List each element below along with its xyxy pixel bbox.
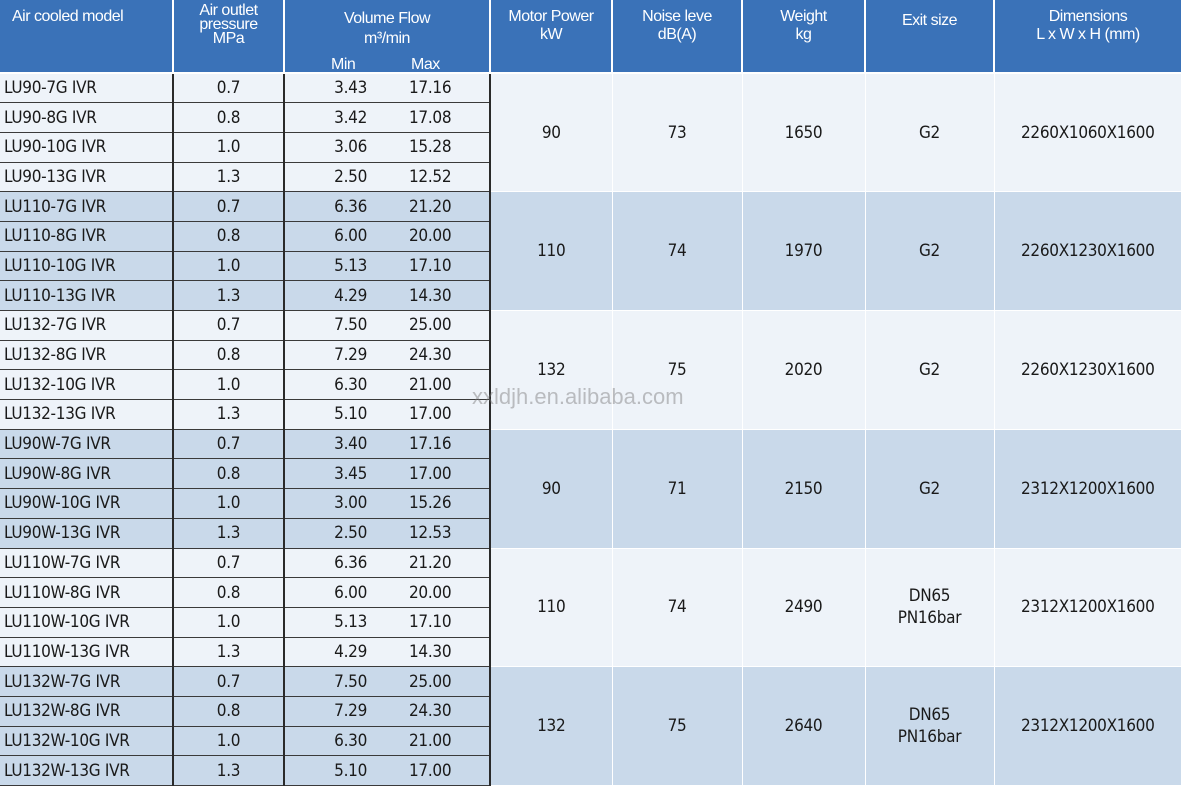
motor-power-cell: 110 (490, 192, 612, 311)
dimensions-cell: 2312X1200X1600 (994, 548, 1181, 667)
weight-cell: 2150 (742, 429, 865, 548)
pressure-cell: 0.8 (173, 340, 284, 370)
flow-min-cell: 3.40 (284, 429, 389, 459)
flow-max-cell: 14.30 (389, 281, 490, 311)
weight-cell: 1650 (742, 73, 865, 192)
motor-power-cell: 90 (490, 429, 612, 548)
flow-min-cell: 6.36 (284, 548, 389, 578)
exit-size-line1: G2 (919, 241, 940, 262)
flow-max-cell: 15.28 (389, 132, 490, 162)
weight-cell: 1970 (742, 192, 865, 311)
dimensions-cell: 2312X1200X1600 (994, 667, 1181, 786)
model-cell: LU132-7G IVR (0, 311, 173, 341)
flow-min-cell: 5.10 (284, 756, 389, 786)
pressure-cell: 1.0 (173, 251, 284, 281)
flow-max-cell: 20.00 (389, 578, 490, 608)
motor-power-cell: 132 (490, 311, 612, 430)
motor-power-cell: 132 (490, 667, 612, 786)
flow-min-cell: 6.00 (284, 221, 389, 251)
pressure-cell: 1.0 (173, 726, 284, 756)
noise-cell: 73 (612, 73, 742, 192)
pressure-cell: 1.0 (173, 132, 284, 162)
model-cell: LU90W-13G IVR (0, 518, 173, 548)
table-row (0, 73, 1181, 103)
model-cell: LU90W-8G IVR (0, 459, 173, 489)
pressure-cell: 1.0 (173, 489, 284, 519)
flow-min-cell: 4.29 (284, 281, 389, 311)
exit-size-line1: DN65 (908, 705, 951, 726)
flow-max-cell: 21.00 (389, 726, 490, 756)
flow-min-cell: 5.10 (284, 400, 389, 430)
motor-power-cell: 90 (490, 73, 612, 192)
model-header: Air cooled model (0, 0, 173, 73)
flow-max-cell: 25.00 (389, 311, 490, 341)
model-cell: LU90-10G IVR (0, 132, 173, 162)
pressure-cell: 0.8 (173, 459, 284, 489)
exit-size-line1: G2 (919, 359, 940, 380)
flow-min-cell: 5.13 (284, 251, 389, 281)
motor-power-cell: 110 (490, 548, 612, 667)
table-row (0, 548, 1181, 578)
flow-min-cell: 6.36 (284, 192, 389, 222)
model-cell: LU110W-10G IVR (0, 607, 173, 637)
noise-cell: 75 (612, 667, 742, 786)
flow-min-cell: 4.29 (284, 637, 389, 667)
flow-min-cell: 3.45 (284, 459, 389, 489)
pressure-cell: 1.3 (173, 400, 284, 430)
exit-size-line2: PN16bar (897, 727, 962, 748)
dimensions-header: Dimensions L x W x H (mm) (994, 0, 1181, 73)
weight-cell: 2640 (742, 667, 865, 786)
pressure-cell: 1.3 (173, 637, 284, 667)
volume-flow-title: Volume Flow (343, 10, 431, 27)
flow-max-cell: 17.00 (389, 459, 490, 489)
flow-max-cell: 12.52 (389, 162, 490, 192)
weight-cell: 2490 (742, 548, 865, 667)
flow-max-cell: 17.00 (389, 400, 490, 430)
volume-flow-unit: m³/min (364, 30, 410, 47)
table-row (0, 429, 1181, 459)
model-cell: LU110W-7G IVR (0, 548, 173, 578)
flow-max-cell: 17.08 (389, 103, 490, 133)
flow-min-cell: 6.30 (284, 726, 389, 756)
exit-size-cell (865, 548, 994, 667)
volume-flow-header (284, 0, 490, 73)
pressure-cell: 0.7 (173, 429, 284, 459)
flow-min-cell: 3.42 (284, 103, 389, 133)
table-row (0, 667, 1181, 697)
exit-size-line1: DN65 (908, 586, 951, 607)
flow-min-cell: 3.43 (284, 73, 389, 103)
flow-min-cell: 6.00 (284, 578, 389, 608)
model-cell: LU132-10G IVR (0, 370, 173, 400)
model-cell: LU132-8G IVR (0, 340, 173, 370)
flow-max-cell: 21.20 (389, 192, 490, 222)
model-cell: LU110W-8G IVR (0, 578, 173, 608)
pressure-header: Air outlet pressure MPa (173, 0, 284, 73)
pressure-cell: 0.7 (173, 192, 284, 222)
pressure-cell: 1.0 (173, 607, 284, 637)
pressure-cell: 1.0 (173, 370, 284, 400)
pressure-cell: 1.3 (173, 518, 284, 548)
flow-max-cell: 17.16 (389, 429, 490, 459)
model-cell: LU90W-10G IVR (0, 489, 173, 519)
exit-size-line2: PN16bar (897, 608, 962, 629)
pressure-cell: 1.3 (173, 756, 284, 786)
flow-min-cell: 7.29 (284, 340, 389, 370)
dimensions-cell: 2260X1230X1600 (994, 192, 1181, 311)
flow-max-cell: 24.30 (389, 696, 490, 726)
noise-cell: 74 (612, 192, 742, 311)
watermark: xxldjh.en.alibaba.com (472, 384, 684, 409)
model-cell: LU132W-7G IVR (0, 667, 173, 697)
exit-size-cell (865, 429, 994, 548)
dimensions-cell: 2260X1060X1600 (994, 73, 1181, 192)
model-cell: LU110-13G IVR (0, 281, 173, 311)
table-row (0, 311, 1181, 341)
flow-max-cell: 12.53 (389, 518, 490, 548)
model-cell: LU90-7G IVR (0, 73, 173, 103)
model-cell: LU90-13G IVR (0, 162, 173, 192)
flow-max-cell: 21.00 (389, 370, 490, 400)
flow-max-header: Max (411, 56, 440, 73)
noise-cell: 75 (612, 311, 742, 430)
exit-size-line1: G2 (919, 122, 940, 143)
flow-max-cell: 17.16 (389, 73, 490, 103)
flow-max-cell: 25.00 (389, 667, 490, 697)
model-cell: LU132W-8G IVR (0, 696, 173, 726)
pressure-cell: 0.8 (173, 578, 284, 608)
flow-min-cell: 2.50 (284, 162, 389, 192)
exit-size-cell (865, 311, 994, 430)
pressure-cell: 0.8 (173, 103, 284, 133)
flow-max-cell: 21.20 (389, 548, 490, 578)
flow-min-cell: 3.00 (284, 489, 389, 519)
model-cell: LU132-13G IVR (0, 400, 173, 430)
exit-size-line1: G2 (919, 478, 940, 499)
exit-size-cell (865, 192, 994, 311)
model-cell: LU132W-13G IVR (0, 756, 173, 786)
flow-min-cell: 2.50 (284, 518, 389, 548)
noise-header: Noise leve dB(A) (612, 0, 742, 73)
flow-min-cell: 6.30 (284, 370, 389, 400)
exit-header: Exit size (865, 0, 994, 73)
flow-max-cell: 15.26 (389, 489, 490, 519)
model-cell: LU110-10G IVR (0, 251, 173, 281)
pressure-cell: 0.7 (173, 311, 284, 341)
flow-min-cell: 5.13 (284, 607, 389, 637)
noise-cell: 71 (612, 429, 742, 548)
flow-max-cell: 14.30 (389, 637, 490, 667)
flow-max-cell: 17.00 (389, 756, 490, 786)
flow-min-cell: 7.50 (284, 311, 389, 341)
header-row (0, 0, 1181, 73)
model-cell: LU90-8G IVR (0, 103, 173, 133)
motor-header: Motor Power kW (490, 0, 612, 73)
weight-header: Weight kg (742, 0, 865, 73)
flow-min-cell: 7.29 (284, 696, 389, 726)
dimensions-cell: 2260X1230X1600 (994, 311, 1181, 430)
pressure-cell: 0.7 (173, 73, 284, 103)
model-cell: LU110W-13G IVR (0, 637, 173, 667)
pressure-cell: 1.3 (173, 281, 284, 311)
flow-min-header: Min (331, 56, 356, 73)
pressure-cell: 1.3 (173, 162, 284, 192)
flow-max-cell: 24.30 (389, 340, 490, 370)
model-cell: LU110-7G IVR (0, 192, 173, 222)
exit-size-cell (865, 667, 994, 786)
pressure-cell: 0.8 (173, 696, 284, 726)
flow-max-cell: 17.10 (389, 251, 490, 281)
noise-cell: 74 (612, 548, 742, 667)
pressure-cell: 0.7 (173, 667, 284, 697)
model-cell: LU110-8G IVR (0, 221, 173, 251)
flow-min-cell: 7.50 (284, 667, 389, 697)
model-cell: LU132W-10G IVR (0, 726, 173, 756)
dimensions-cell: 2312X1200X1600 (994, 429, 1181, 548)
table-row (0, 192, 1181, 222)
flow-max-cell: 20.00 (389, 221, 490, 251)
weight-cell: 2020 (742, 311, 865, 430)
flow-max-cell: 17.10 (389, 607, 490, 637)
model-cell: LU90W-7G IVR (0, 429, 173, 459)
pressure-cell: 0.7 (173, 548, 284, 578)
flow-min-cell: 3.06 (284, 132, 389, 162)
pressure-cell: 0.8 (173, 221, 284, 251)
exit-size-cell (865, 73, 994, 192)
